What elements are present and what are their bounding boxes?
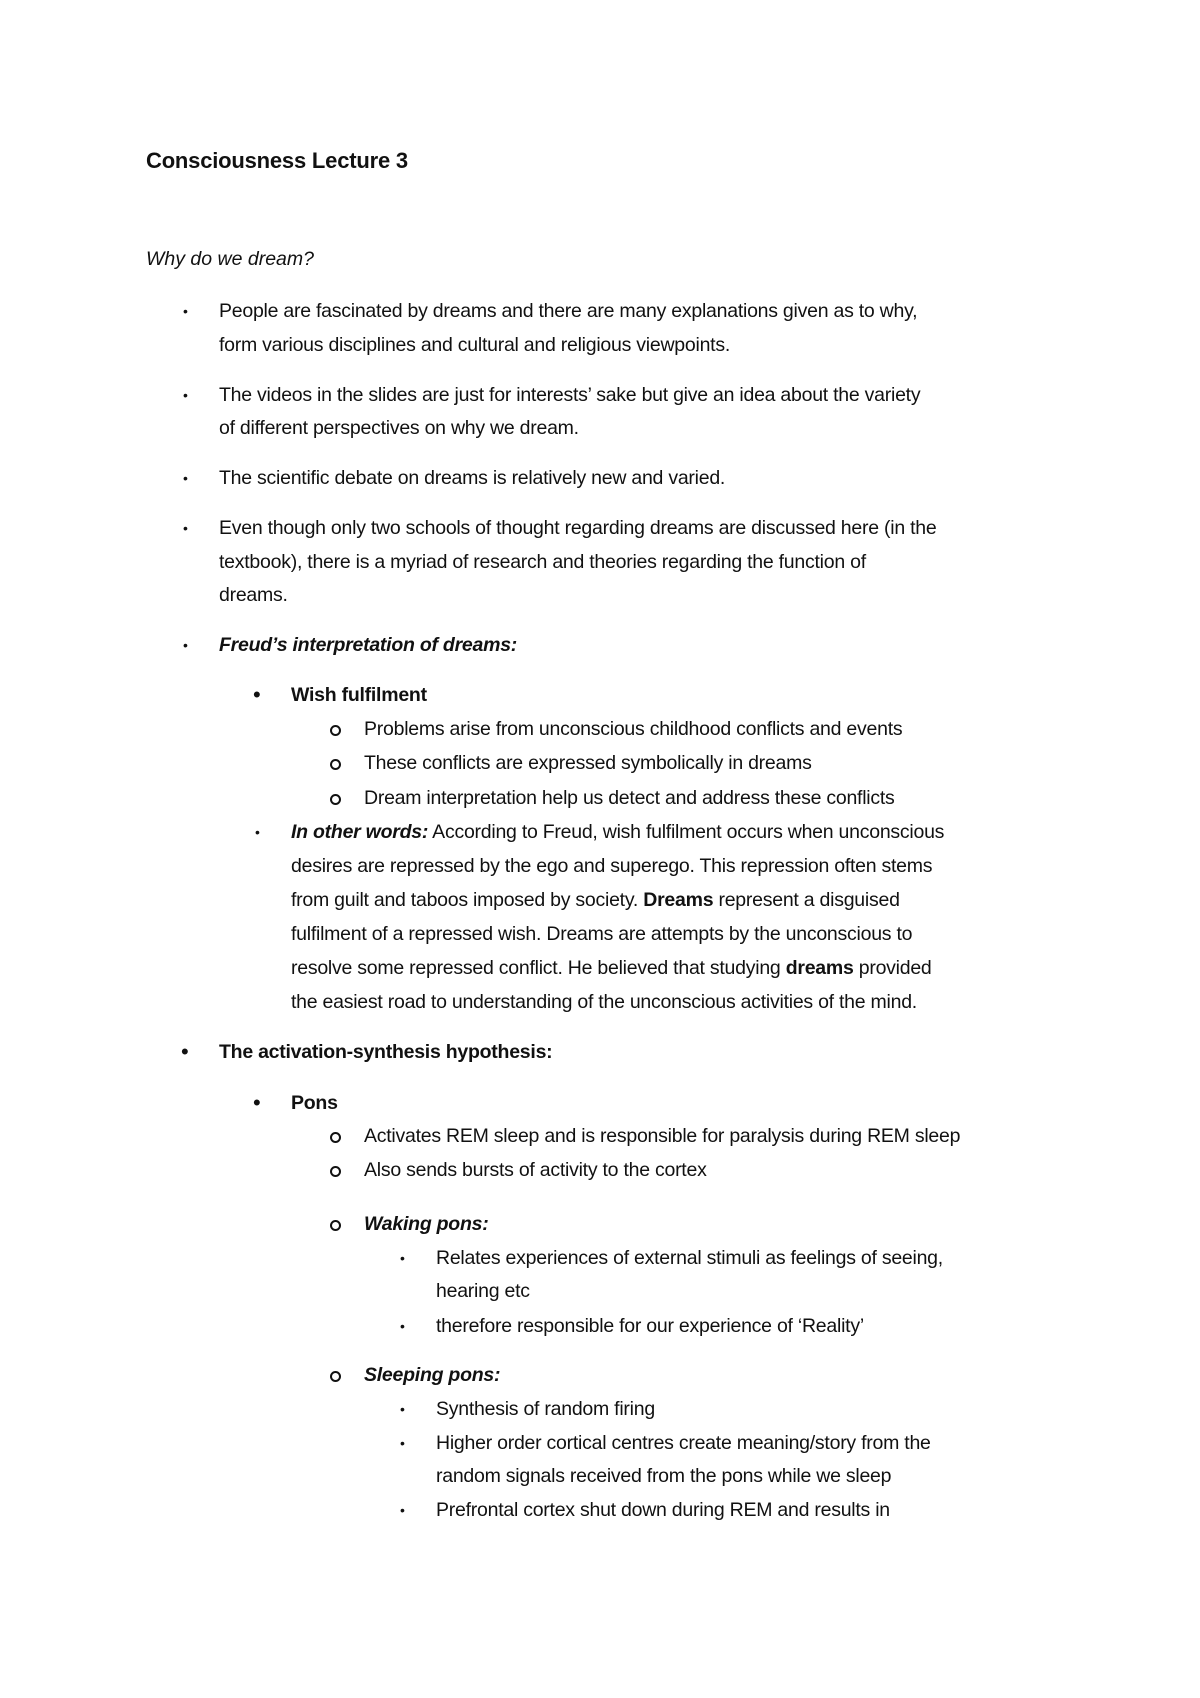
bullet-icon: • xyxy=(183,520,188,536)
sleeping-item-3: Prefrontal cortex shut down during REM and results in xyxy=(436,1499,890,1521)
activation-heading: The activation-synthesis hypothesis: xyxy=(219,1041,553,1063)
other-words-text: resolve some repressed conflict. He believed that studying xyxy=(291,957,786,979)
document-title: Consciousness Lecture 3 xyxy=(146,148,408,173)
bullet-icon: • xyxy=(253,1090,261,1115)
intro-3-line-1: The scientific debate on dreams is relatively new and varied. xyxy=(219,467,726,489)
other-words-line-6: the easiest road to understanding of the unconscious activities of the mind. xyxy=(291,991,917,1013)
circle-bullet-icon xyxy=(330,1132,341,1143)
other-words-line-1 xyxy=(291,820,944,844)
bullet-icon: • xyxy=(400,1435,405,1451)
bullet-icon: • xyxy=(183,387,188,403)
intro-1-line-1: People are fascinated by dreams and there are many explanations given as to why, xyxy=(219,300,918,322)
bullet-icon: • xyxy=(181,1039,189,1064)
other-words-text: According to Freud, wish fulfilment occurs when unconscious xyxy=(428,821,945,843)
circle-bullet-icon xyxy=(330,1371,341,1382)
intro-4-line-2: textbook), there is a myriad of research and theories regarding the function of xyxy=(219,551,866,573)
bullet-icon: • xyxy=(253,682,261,707)
other-words-line-4: fulfilment of a repressed wish. Dreams are attempts by the unconscious to xyxy=(291,923,913,945)
wish-point-3: Dream interpretation help us detect and address these conflicts xyxy=(364,787,895,809)
other-words-text: from guilt and taboos imposed by society. xyxy=(291,889,644,911)
other-words-line-3 xyxy=(291,888,900,912)
intro-1-line-2: form various disciplines and cultural and religious viewpoints. xyxy=(219,334,731,356)
other-words-line-5 xyxy=(291,956,932,980)
wish-point-1: Problems arise from unconscious childhood conflicts and events xyxy=(364,718,903,740)
circle-bullet-icon xyxy=(330,1166,341,1177)
waking-item-1-line-2: hearing etc xyxy=(436,1280,530,1302)
other-words-line-2: desires are repressed by the ego and superego. This repression often stems xyxy=(291,855,933,877)
waking-item-2: therefore responsible for our experience of ‘Reality’ xyxy=(436,1315,864,1337)
intro-2-line-2: of different perspectives on why we dream. xyxy=(219,417,579,439)
circle-bullet-icon xyxy=(330,725,341,736)
bullet-icon: • xyxy=(183,303,188,319)
intro-2-line-1: The videos in the slides are just for interests’ sake but give an idea about the variety xyxy=(219,384,921,406)
sleeping-item-2-line-2: random signals received from the pons while we sleep xyxy=(436,1465,892,1487)
other-words-text: provided xyxy=(853,957,932,979)
other-words-bold-term: Dreams xyxy=(643,889,714,911)
sleeping-item-1: Synthesis of random firing xyxy=(436,1398,655,1420)
waking-item-1-line-1: Relates experiences of external stimuli as feelings of seeing, xyxy=(436,1247,943,1269)
wish-fulfilment-label: Wish fulfilment xyxy=(291,684,427,706)
intro-4-line-1: Even though only two schools of thought regarding dreams are discussed here (in the xyxy=(219,517,937,539)
freud-heading: Freud’s interpretation of dreams: xyxy=(219,634,518,656)
other-words-text: represent a disguised xyxy=(713,889,900,911)
bullet-icon: • xyxy=(400,1502,405,1518)
circle-bullet-icon xyxy=(330,794,341,805)
bullet-icon: • xyxy=(255,824,260,840)
circle-bullet-icon xyxy=(330,1220,341,1231)
section-heading: Why do we dream? xyxy=(146,248,314,270)
pons-label: Pons xyxy=(291,1092,338,1114)
bullet-icon: • xyxy=(183,637,188,653)
bullet-icon: • xyxy=(400,1318,405,1334)
other-words-label: In other words: xyxy=(291,821,429,843)
sleeping-pons-label: Sleeping pons: xyxy=(364,1364,501,1386)
wish-point-2: These conflicts are expressed symbolically in dreams xyxy=(364,752,812,774)
other-words-bold-term: dreams xyxy=(785,957,854,979)
pons-point-2: Also sends bursts of activity to the cortex xyxy=(364,1159,707,1181)
waking-pons-label: Waking pons: xyxy=(364,1213,489,1235)
bullet-icon: • xyxy=(183,470,188,486)
pons-point-1: Activates REM sleep and is responsible for paralysis during REM sleep xyxy=(364,1125,961,1147)
intro-4-line-3: dreams. xyxy=(219,584,288,606)
bullet-icon: • xyxy=(400,1401,405,1417)
circle-bullet-icon xyxy=(330,759,341,770)
sleeping-item-2-line-1: Higher order cortical centres create meaning/story from the xyxy=(436,1432,931,1454)
bullet-icon: • xyxy=(400,1250,405,1266)
